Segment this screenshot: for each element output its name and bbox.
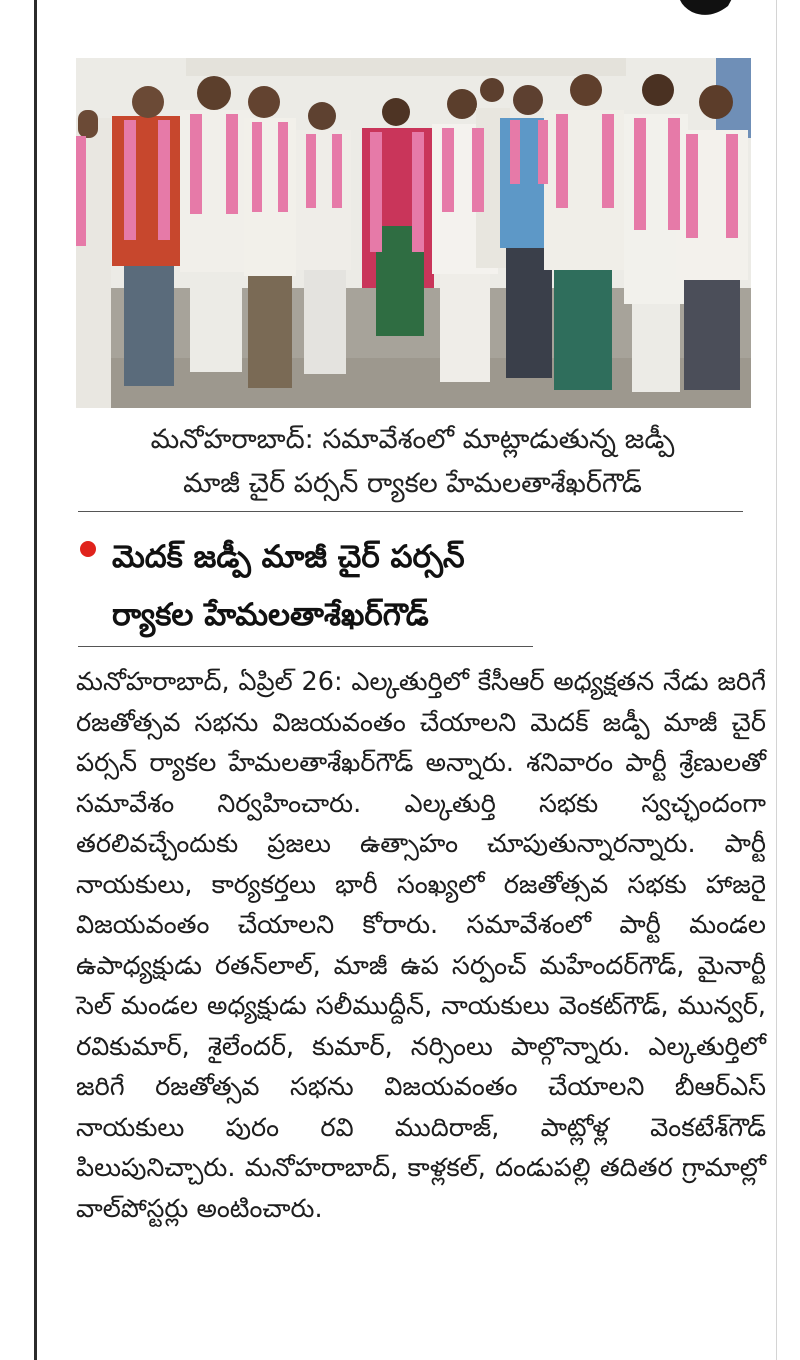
caption-line-2: మాజీ చైర్ పర్సన్ ర్యాకల హేమలతాశేఖర్‌గౌడ్	[183, 468, 642, 499]
photo-caption	[80, 418, 745, 506]
column-divider-left	[34, 0, 37, 1360]
group-photo-illustration	[76, 58, 751, 408]
article-body	[76, 662, 766, 1229]
news-photo	[76, 58, 751, 408]
column-divider-right	[776, 0, 777, 1360]
masthead-logo-fragment	[670, 0, 754, 20]
article-paragraph: మనోహరాబాద్, ఏప్రిల్ 26: ఎల్కతుర్తిలో కేసీఆర్ అధ్యక్షతన నేడు జరిగే రజతోత్సవ సభను విజయవంతం చేయాలని మెదక్ జడ్పీ మాజీ చైర్ పర్సన్ ర్యాకల హేమలతాశేఖర్‌గౌడ్ అన్నారు. శనివారం పార్టీ శ్రేణులతో సమావేశం నిర్వహించారు. ఎల్కతుర్తి సభకు స్వచ్ఛందంగా తరలివచ్చేందుకు ప్రజలు ఉత్సాహం చూపుతున్నారన్నారు. పార్టీ నాయకులు, కార్యకర్తలు భారీ సంఖ్యలో రజతోత్సవ సభకు హాజరై విజయవంతం చేయాలని కోరారు. సమావేశంలో పార్టీ మండల ఉపాధ్యక్షుడు రతన్‌లాల్, మాజీ ఉప సర్పంచ్ మహేందర్‌గౌడ్, మైనార్టీ సెల్ మండల అధ్యక్షుడు సలీముద్దీన్, నాయకులు వెంకట్‌గౌడ్, మున్వర్, రవికుమార్, శైలేందర్, కుమార్, నర్సింలు పాల్గొన్నారు. ఎల్కతుర్తిలో జరిగే రజతోత్సవ సభను విజయవంతం చేయాలని బీఆర్ఎస్ నాయకులు పురం రవి ముదిరాజ్, పాట్లోళ్ల వెంకటేశ్‌గౌడ్ పిలుపునిచ్చారు. మనోహరాబాద్, కాళ్లకల్, దండుపల్లి తదితర గ్రామాల్లో వాల్‌పోస్టర్లు అంటించారు.	[76, 667, 766, 1224]
headline-divider	[78, 646, 533, 647]
headline-line-1: మెదక్ జడ్పీ మాజీ చైర్ పర్సన్	[112, 539, 465, 575]
caption-divider	[78, 511, 743, 512]
article-headline	[112, 528, 672, 644]
headline-bullet-icon	[80, 541, 96, 557]
caption-line-1: మనోహరాబాద్: సమావేశంలో మాట్లాడుతున్న జడ్పీ	[150, 424, 675, 455]
headline-line-2: ర్యాకల హేమలతాశేఖర్‌గౌడ్	[112, 597, 429, 633]
